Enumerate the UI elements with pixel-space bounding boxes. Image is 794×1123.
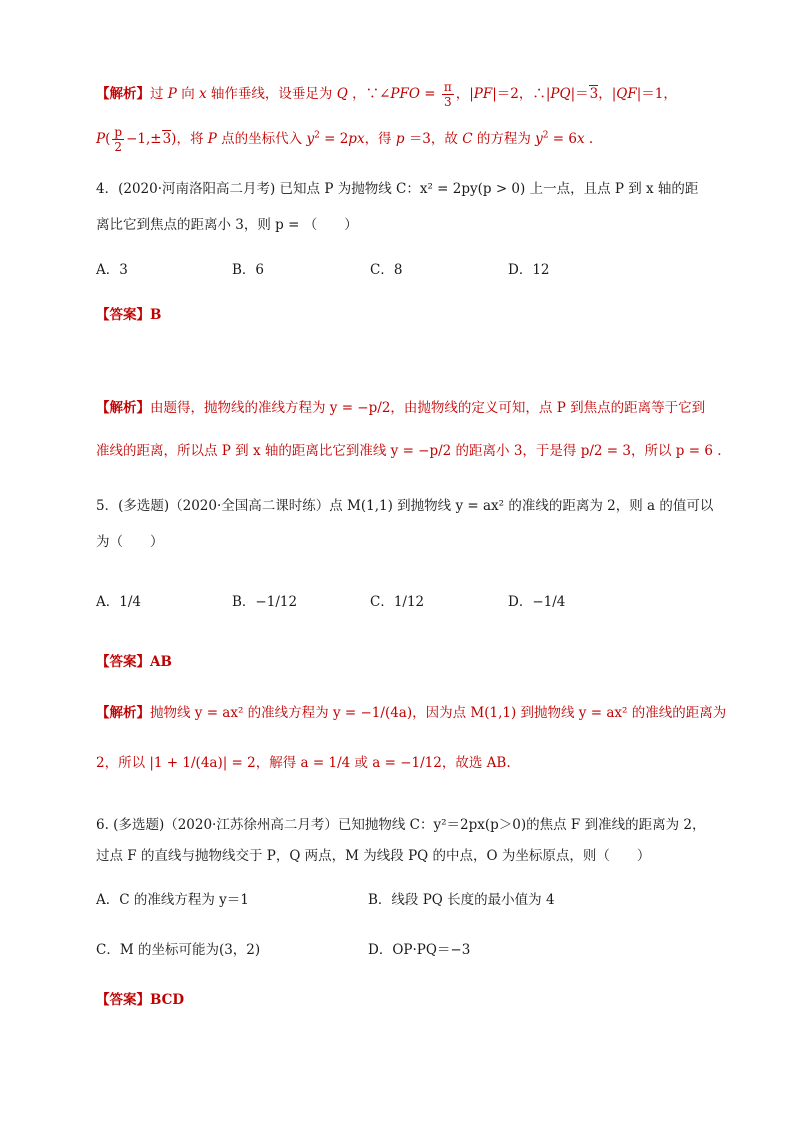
fraction-p-over-2: $\frac{p}{2}$ [114, 125, 123, 154]
p4-option-c: C．8 [370, 262, 403, 278]
p4-answer: 【答案】B [96, 307, 162, 323]
p6-option-d: D．OP·PQ＝−3 [368, 942, 471, 958]
p5-analysis-line2: 2，所以 |1 + 1/(4a)| = 2，解得 a = 1/4 或 a = −1/12，故选 AB. [96, 755, 511, 771]
p5-stem-line1: 5．(多选题)（2020·全国高二课时练）点 M(1,1) 到抛物线 y = ax² 的准线的距离为 2，则 a 的值可以 [96, 498, 714, 514]
fraction-pi-over-3: $\frac{\pi}{3}$ [443, 80, 452, 109]
p5-option-d: D．−1/4 [508, 594, 566, 610]
p5-answer: 【答案】AB [96, 654, 172, 670]
p6-answer: 【答案】BCD [96, 992, 185, 1008]
p4-option-b: B．6 [232, 262, 265, 278]
p4-analysis-line2: 准线的距离，所以点 P 到 x 轴的距离比它到准线 y = −p/2 的距离小 3，于是得 p/2 = 3，所以 p = 6 . [96, 443, 722, 459]
p5-stem-line2: 为（ ） [96, 534, 164, 550]
p6-stem-line2: 过点 F 的直线与抛物线交于 P，Q 两点，M 为线段 PQ 的中点，O 为坐标原点，则（ ） [96, 848, 651, 864]
p5-option-b: B．−1/12 [232, 594, 298, 610]
p4-stem-line1: 4．(2020·河南洛阳高二月考) 已知点 P 为抛物线 C：x² = 2py(p > 0) 上一点，且点 P 到 x 轴的距 [96, 181, 699, 197]
p4-option-a: A．3 [96, 262, 128, 278]
p6-stem-line1: 6. (多选题)（2020·江苏徐州高二月考）已知抛物线 C：y²＝2px(p＞0)的焦点 F 到准线的距离为 2， [96, 817, 706, 833]
p5-analysis-line1: 【解析】抛物线 y = ax² 的准线方程为 y = −1/(4a)，因为点 M(1,1) 到抛物线 y = ax² 的准线的距离为 [96, 705, 727, 721]
p6-option-a: A．C 的准线方程为 y＝1 [96, 892, 249, 908]
p6-option-b: B．线段 PQ 长度的最小值为 4 [368, 892, 555, 908]
p6-option-c: C．M 的坐标可能为(3，2) [96, 942, 261, 958]
p4-option-d: D．12 [508, 262, 550, 278]
p3-analysis-line2: P( $\frac{p}{2}$ −1,±3)，将 P 点的坐标代入 $y^2 = 2px$，得 p ＝3，故 C 的方程为 $y^2 = 6x$ . [96, 125, 594, 154]
p5-option-a: A．1/4 [96, 594, 141, 610]
p4-analysis-line1: 【解析】由题得，抛物线的准线方程为 y = −p/2，由抛物线的定义可知，点 P 到焦点的距离等于它到 [96, 400, 706, 416]
p4-stem-line2: 离比它到焦点的距离小 3，则 p = （ ） [96, 217, 358, 233]
p5-option-c: C．1/12 [370, 594, 425, 610]
p3-analysis-line1: 【解析】过 P 向 x 轴作垂线，设垂足为 Q ，∵∠PFO = $\frac{\pi}{3}$ ，|PF|＝2，∴|PQ|＝3，|QF|＝1， [96, 80, 677, 109]
